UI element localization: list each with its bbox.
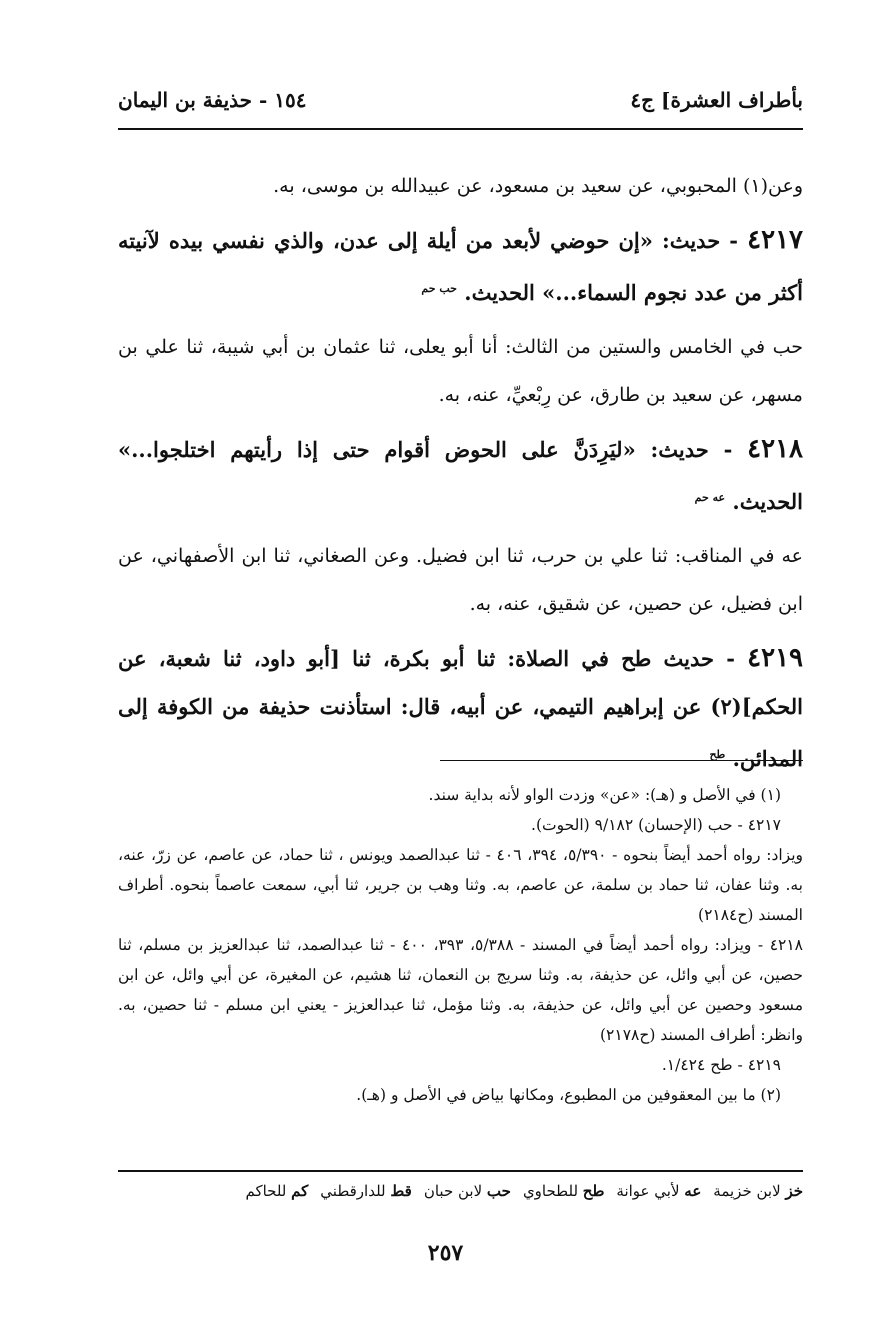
source-siglum: حب حم — [421, 282, 457, 295]
page-number: ٢٥٧ — [427, 1240, 464, 1266]
footnote-rule — [440, 760, 803, 761]
legend-item: قط للدارقطني — [320, 1182, 412, 1200]
paragraph: وعن(١) المحبوبي، عن سعيد بن مسعود، عن عبيدالله بن موسى، به. — [273, 175, 803, 197]
source-siglum: طح — [709, 748, 726, 761]
hadith-number: ٤٢١٨ — [747, 434, 803, 464]
footnote: (٢) ما بين المعقوفين من المطبوع، ومكانها بياض في الأصل و (هـ). — [356, 1086, 781, 1104]
hadith-number: ٤٢١٩ — [747, 643, 803, 673]
source-siglum: عه حم — [694, 491, 726, 504]
hadith-4218 — [118, 425, 803, 526]
header-rule — [118, 128, 803, 130]
footnote: ٤٢١٨ - ويزاد: رواه أحمد أيضاً في المسند - ٥/٣٨٨، ٣٩٣، ٤٠٠ - ثنا عبدالصمد، ثنا عبدالعزيز بن مسلم، ثنا حصين، عن أبي وائل، عن حذيفة، به. وثنا سريج بن النعمان، ثنا هشيم، عن المغيرة، عن أبي وائل، عن ابن مسعود وحصين عن أبي وائل، عن حذيفة، به. وثنا مؤمل، ثنا عبدالعزيز - يعني ابن مسلم - ثنا حصين، به. وانظر: أطراف المسند (ح٢١٧٨) — [118, 936, 804, 1044]
footnote: ٤٢١٩ - طح ١/٤٢٤. — [661, 1056, 781, 1074]
legend-item: خز لابن خزيمة — [713, 1182, 803, 1200]
header-book-title: بأطراف العشرة] ج٤ — [630, 88, 803, 112]
hadith-4217 — [118, 216, 803, 317]
footnote: (١) في الأصل و (هـ): «عن» وزدت الواو لأنه بداية سند. — [428, 786, 781, 804]
paragraph: عه في المناقب: ثنا علي بن حرب، ثنا ابن فضيل. وعن الصغاني، ثنا ابن الأصفهاني، عن ابن فضيل، عن حصين، عن شقيق، عنه، به. — [118, 545, 803, 615]
footnote: ويزاد: رواه أحمد أيضاً بنحوه - ٥/٣٩٠، ٣٩٤، ٤٠٦ - ثنا عبدالصمد ويونس ، ثنا حماد، عن عاصم، عن زرّ، عنه، به. وثنا عفان، ثنا حماد بن سلمة، عن عاصم، به. وثنا وهب بن جرير، ثنا أبي، سمعت عاصماً بنحوه. أطراف المسند (ح٢١٨٤) — [118, 846, 804, 924]
hadith-text: - حديث طح في الصلاة: ثنا أبو بكرة، ثنا [أبو داود، ثنا شعبة، عن الحكم](٢) عن إبراهيم التيمي، عن أبيه، قال: استأذنت حذيفة من الكوفة إلى المدائن. — [118, 646, 803, 771]
legend-item: كم للحاكم — [245, 1182, 309, 1200]
sigla-legend — [118, 1182, 803, 1200]
footnote: ٤٢١٧ - حب (الإحسان) ٩/١٨٢ (الحوت). — [531, 816, 781, 834]
header-section-title: ١٥٤ - حذيفة بن اليمان — [118, 88, 307, 112]
legend-item: طح للطحاوي — [522, 1182, 605, 1200]
main-text — [118, 162, 803, 783]
legend-rule — [118, 1170, 803, 1172]
hadith-text: - حديث: «إن حوضي لأبعد من أيلة إلى عدن، والذي نفسي بيده لآنيته أكثر من عدد نجوم السماء...» الحديث. — [118, 228, 803, 305]
legend-item: حب لابن حبان — [423, 1182, 511, 1200]
hadith-number: ٤٢١٧ — [747, 225, 803, 255]
paragraph: حب في الخامس والستين من الثالث: أنا أبو يعلى، ثنا عثمان بن أبي شيبة، ثنا علي بن مسهر، عن سعيد بن طارق، عن رِبْعيِّ، عنه، به. — [118, 336, 803, 406]
footnotes — [118, 780, 803, 1110]
running-header — [118, 80, 803, 120]
hadith-text: - حديث: «ليَرِدَنَّ على الحوض أقوام حتى إذا رأيتهم اختلجوا...» الحديث. — [118, 437, 803, 514]
legend-item: عه لأبي عوانة — [616, 1182, 702, 1200]
